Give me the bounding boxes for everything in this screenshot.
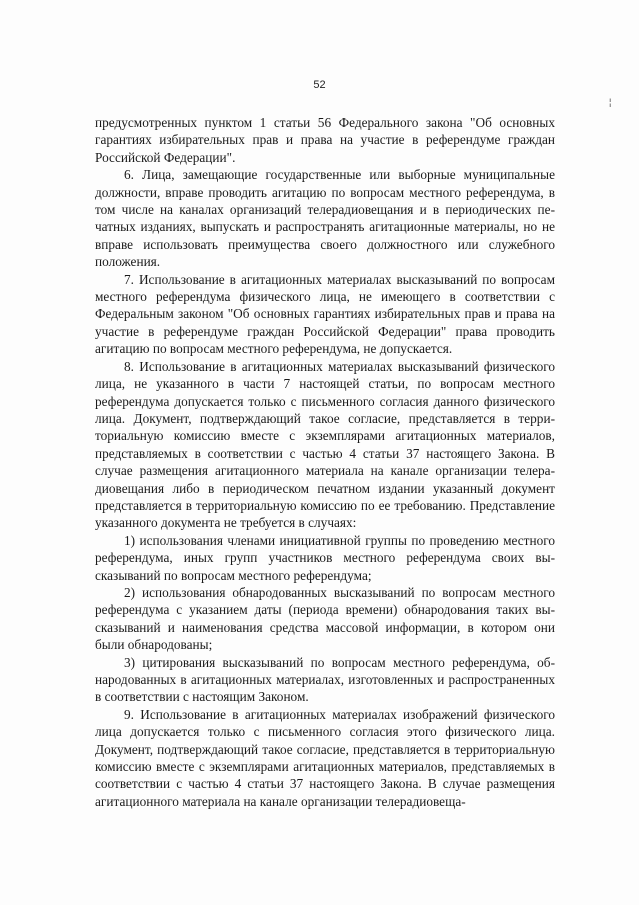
subitem-8-1: 1) использования членами инициативной группы по проведению местного референдума, иных групп участников местного референдума своих высказываний по вопросам местного референдума; xyxy=(95,532,555,583)
paragraph-continuation: предусмотренных пунктом 1 статьи 56 Федерального закона "Об основных гарантиях избирательных прав и права на участие в референдуме граждан Российской Федерации". xyxy=(95,115,555,165)
body-text xyxy=(95,114,555,810)
paragraph-item-6: 6. Лица, замещающие государственные или выборные муниципальные должности, вправе проводить агитацию по вопросам местного референдума, в том числе на каналах организаций телерадиовещания и в периодических печатных изданиях, выпускать и распространять агитационные материалы, но не вправе использовать преимущества своего должностного или служебного положения. xyxy=(95,167,555,270)
paragraph-item-9: 9. Использование в агитационных материалах изображений физического лица допускается только с письменного согласия этого физического лица. Документ, подтверждающий такое согласие, представляется в территориальную комиссию вместе с экземплярами агитационных материалов, представляемых в соответствии с частью 4 статьи 37 настоящего Закона. В случае размещения агитационного материала на канале организации телерадиовеща- xyxy=(95,706,555,809)
subitem-8-3: 3) цитирования высказываний по вопросам местного референдума, обнародованных в агитационных материалах, изготовленных и распространенных в соответствии с настоящим Законом. xyxy=(95,654,555,705)
paragraph-item-7: 7. Использование в агитационных материалах высказываний по вопросам местного референдума физического лица, не имеющего в соответствии с Федеральным законом "Об основных гарантиях избирательных прав и права на участие в референдуме граждан Российской Федерации" права проводить агитацию по вопросам местного референдума, не допускается. xyxy=(95,271,555,357)
subitem-8-2: 2) использования обнародованных высказываний по вопросам местного референдума с указанием даты (периода времени) обнародования таких высказываний и наименования средства массовой информации, в котором они были обнародованы; xyxy=(95,584,555,653)
paragraph-item-8: 8. Использование в агитационных материалах высказываний физического лица, не указанного в части 7 настоящей статьи, по вопросам местного референдума допускается только с письменного согласия данного физического лица. Документ, подтверждающий такое согласие, представляется в территориальную комиссию вместе с экземплярами агитационных материалов, представляемых в соответствии с частью 4 статьи 37 настоящего Закона. В случае размещения агитационного материала на канале организации телерадиовещания либо в периодическом печатном издании указанный документ представляется в территориальную комиссию по ее требованию. Представление указанного документа не требуется в случаях: xyxy=(95,358,555,531)
page-number: 52 xyxy=(313,79,326,91)
edge-scan-mark: ¦ xyxy=(609,97,612,107)
